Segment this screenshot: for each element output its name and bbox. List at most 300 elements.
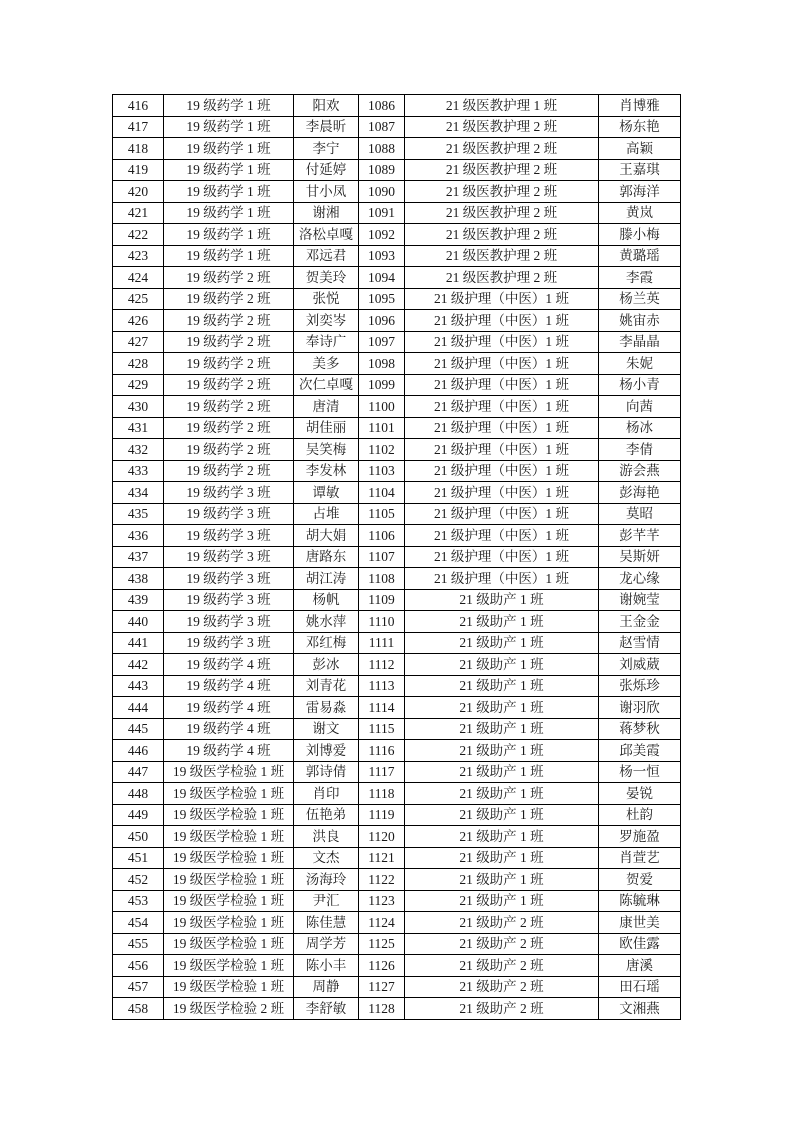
left-name-cell: 洪良 <box>294 826 359 848</box>
right-seq-cell: 1091 <box>359 202 405 224</box>
left-class-cell: 19 级药学 3 班 <box>164 482 294 504</box>
right-seq-cell: 1095 <box>359 288 405 310</box>
right-name-cell: 龙心缘 <box>599 568 681 590</box>
right-class-cell: 21 级助产 1 班 <box>405 740 599 762</box>
right-seq-cell: 1099 <box>359 374 405 396</box>
right-class-cell: 21 级助产 2 班 <box>405 998 599 1020</box>
right-class-cell: 21 级护理（中医）1 班 <box>405 503 599 525</box>
left-class-cell: 19 级药学 1 班 <box>164 202 294 224</box>
table-row <box>113 740 681 762</box>
right-seq-cell: 1113 <box>359 675 405 697</box>
left-class-cell: 19 级医学检验 1 班 <box>164 783 294 805</box>
left-seq-cell: 433 <box>113 460 164 482</box>
table-row <box>113 460 681 482</box>
right-name-cell: 肖萱艺 <box>599 847 681 869</box>
right-name-cell: 向茜 <box>599 396 681 418</box>
left-class-cell: 19 级药学 2 班 <box>164 460 294 482</box>
right-class-cell: 21 级助产 1 班 <box>405 611 599 633</box>
table-row <box>113 761 681 783</box>
right-seq-cell: 1098 <box>359 353 405 375</box>
right-name-cell: 姚宙赤 <box>599 310 681 332</box>
right-name-cell: 张烁珍 <box>599 675 681 697</box>
right-seq-cell: 1094 <box>359 267 405 289</box>
right-name-cell: 杜韵 <box>599 804 681 826</box>
left-seq-cell: 427 <box>113 331 164 353</box>
left-name-cell: 胡佳丽 <box>294 417 359 439</box>
right-class-cell: 21 级护理（中医）1 班 <box>405 460 599 482</box>
left-name-cell: 汤海玲 <box>294 869 359 891</box>
right-class-cell: 21 级助产 1 班 <box>405 783 599 805</box>
left-seq-cell: 454 <box>113 912 164 934</box>
left-name-cell: 杨帆 <box>294 589 359 611</box>
table-row <box>113 116 681 138</box>
right-seq-cell: 1096 <box>359 310 405 332</box>
left-name-cell: 谭敏 <box>294 482 359 504</box>
right-name-cell: 滕小梅 <box>599 224 681 246</box>
table-row <box>113 202 681 224</box>
right-class-cell: 21 级护理（中医）1 班 <box>405 310 599 332</box>
left-seq-cell: 446 <box>113 740 164 762</box>
left-name-cell: 雷易淼 <box>294 697 359 719</box>
right-name-cell: 田石瑶 <box>599 976 681 998</box>
left-class-cell: 19 级医学检验 1 班 <box>164 847 294 869</box>
right-seq-cell: 1106 <box>359 525 405 547</box>
right-name-cell: 刘威葳 <box>599 654 681 676</box>
left-class-cell: 19 级药学 1 班 <box>164 245 294 267</box>
left-name-cell: 吴笑梅 <box>294 439 359 461</box>
left-class-cell: 19 级药学 1 班 <box>164 224 294 246</box>
right-name-cell: 莫昭 <box>599 503 681 525</box>
right-name-cell: 邱美霞 <box>599 740 681 762</box>
right-seq-cell: 1114 <box>359 697 405 719</box>
right-name-cell: 王嘉琪 <box>599 159 681 181</box>
right-class-cell: 21 级医教护理 2 班 <box>405 181 599 203</box>
left-seq-cell: 457 <box>113 976 164 998</box>
right-name-cell: 欧佳露 <box>599 933 681 955</box>
right-class-cell: 21 级护理（中医）1 班 <box>405 331 599 353</box>
right-name-cell: 李倩 <box>599 439 681 461</box>
table-row <box>113 976 681 998</box>
left-class-cell: 19 级药学 4 班 <box>164 697 294 719</box>
table-row <box>113 525 681 547</box>
right-seq-cell: 1124 <box>359 912 405 934</box>
left-seq-cell: 448 <box>113 783 164 805</box>
right-name-cell: 高颖 <box>599 138 681 160</box>
right-name-cell: 朱妮 <box>599 353 681 375</box>
roster-body <box>113 95 681 1020</box>
right-name-cell: 肖博雅 <box>599 95 681 117</box>
left-name-cell: 唐路东 <box>294 546 359 568</box>
right-seq-cell: 1126 <box>359 955 405 977</box>
right-seq-cell: 1103 <box>359 460 405 482</box>
right-class-cell: 21 级助产 1 班 <box>405 890 599 912</box>
left-name-cell: 奉诗广 <box>294 331 359 353</box>
table-row <box>113 159 681 181</box>
table-row <box>113 353 681 375</box>
table-row <box>113 933 681 955</box>
left-name-cell: 贺美玲 <box>294 267 359 289</box>
right-class-cell: 21 级护理（中医）1 班 <box>405 417 599 439</box>
right-name-cell: 罗施盈 <box>599 826 681 848</box>
left-class-cell: 19 级医学检验 1 班 <box>164 955 294 977</box>
left-name-cell: 刘青花 <box>294 675 359 697</box>
right-seq-cell: 1110 <box>359 611 405 633</box>
table-row <box>113 826 681 848</box>
right-class-cell: 21 级助产 2 班 <box>405 976 599 998</box>
left-seq-cell: 423 <box>113 245 164 267</box>
left-class-cell: 19 级医学检验 1 班 <box>164 933 294 955</box>
left-seq-cell: 443 <box>113 675 164 697</box>
right-seq-cell: 1093 <box>359 245 405 267</box>
right-name-cell: 蒋梦秋 <box>599 718 681 740</box>
left-seq-cell: 439 <box>113 589 164 611</box>
right-seq-cell: 1089 <box>359 159 405 181</box>
right-seq-cell: 1127 <box>359 976 405 998</box>
left-name-cell: 彭冰 <box>294 654 359 676</box>
right-name-cell: 游会燕 <box>599 460 681 482</box>
right-name-cell: 康世美 <box>599 912 681 934</box>
left-name-cell: 李舒敏 <box>294 998 359 1020</box>
right-seq-cell: 1117 <box>359 761 405 783</box>
left-class-cell: 19 级医学检验 1 班 <box>164 826 294 848</box>
left-class-cell: 19 级医学检验 1 班 <box>164 804 294 826</box>
right-seq-cell: 1105 <box>359 503 405 525</box>
left-class-cell: 19 级药学 4 班 <box>164 654 294 676</box>
left-name-cell: 唐清 <box>294 396 359 418</box>
left-class-cell: 19 级药学 1 班 <box>164 159 294 181</box>
left-name-cell: 甘小凤 <box>294 181 359 203</box>
left-seq-cell: 444 <box>113 697 164 719</box>
right-seq-cell: 1088 <box>359 138 405 160</box>
left-seq-cell: 458 <box>113 998 164 1020</box>
left-class-cell: 19 级医学检验 1 班 <box>164 761 294 783</box>
left-name-cell: 刘奕岑 <box>294 310 359 332</box>
right-class-cell: 21 级助产 1 班 <box>405 826 599 848</box>
left-seq-cell: 449 <box>113 804 164 826</box>
right-name-cell: 杨一恒 <box>599 761 681 783</box>
left-class-cell: 19 级药学 4 班 <box>164 740 294 762</box>
left-seq-cell: 421 <box>113 202 164 224</box>
left-class-cell: 19 级医学检验 1 班 <box>164 869 294 891</box>
right-name-cell: 赵雪情 <box>599 632 681 654</box>
right-class-cell: 21 级护理（中医）1 班 <box>405 353 599 375</box>
right-class-cell: 21 级护理（中医）1 班 <box>405 396 599 418</box>
left-seq-cell: 431 <box>113 417 164 439</box>
left-seq-cell: 418 <box>113 138 164 160</box>
left-seq-cell: 420 <box>113 181 164 203</box>
left-name-cell: 占堆 <box>294 503 359 525</box>
left-name-cell: 次仁卓嘎 <box>294 374 359 396</box>
right-class-cell: 21 级助产 1 班 <box>405 654 599 676</box>
left-class-cell: 19 级医学检验 1 班 <box>164 890 294 912</box>
table-row <box>113 783 681 805</box>
left-name-cell: 文杰 <box>294 847 359 869</box>
right-seq-cell: 1090 <box>359 181 405 203</box>
left-seq-cell: 442 <box>113 654 164 676</box>
right-name-cell: 黄璐瑶 <box>599 245 681 267</box>
right-class-cell: 21 级助产 1 班 <box>405 675 599 697</box>
left-seq-cell: 435 <box>113 503 164 525</box>
right-name-cell: 彭海艳 <box>599 482 681 504</box>
right-class-cell: 21 级助产 1 班 <box>405 761 599 783</box>
right-seq-cell: 1128 <box>359 998 405 1020</box>
right-name-cell: 彭芊芊 <box>599 525 681 547</box>
right-name-cell: 杨东艳 <box>599 116 681 138</box>
left-seq-cell: 456 <box>113 955 164 977</box>
left-class-cell: 19 级药学 2 班 <box>164 331 294 353</box>
right-seq-cell: 1121 <box>359 847 405 869</box>
table-row <box>113 138 681 160</box>
table-row <box>113 589 681 611</box>
table-row <box>113 95 681 117</box>
right-class-cell: 21 级助产 1 班 <box>405 718 599 740</box>
right-class-cell: 21 级医教护理 2 班 <box>405 116 599 138</box>
left-name-cell: 谢湘 <box>294 202 359 224</box>
right-seq-cell: 1101 <box>359 417 405 439</box>
right-class-cell: 21 级医教护理 2 班 <box>405 245 599 267</box>
left-name-cell: 陈佳慧 <box>294 912 359 934</box>
table-row <box>113 697 681 719</box>
right-name-cell: 文湘燕 <box>599 998 681 1020</box>
left-seq-cell: 447 <box>113 761 164 783</box>
left-seq-cell: 453 <box>113 890 164 912</box>
left-class-cell: 19 级医学检验 1 班 <box>164 976 294 998</box>
right-seq-cell: 1122 <box>359 869 405 891</box>
table-row <box>113 568 681 590</box>
left-seq-cell: 440 <box>113 611 164 633</box>
right-class-cell: 21 级助产 2 班 <box>405 933 599 955</box>
left-seq-cell: 419 <box>113 159 164 181</box>
table-row <box>113 482 681 504</box>
right-seq-cell: 1115 <box>359 718 405 740</box>
table-row <box>113 503 681 525</box>
left-name-cell: 张悦 <box>294 288 359 310</box>
left-seq-cell: 432 <box>113 439 164 461</box>
table-row <box>113 396 681 418</box>
left-name-cell: 谢文 <box>294 718 359 740</box>
table-row <box>113 998 681 1020</box>
right-seq-cell: 1120 <box>359 826 405 848</box>
right-name-cell: 贺爱 <box>599 869 681 891</box>
left-seq-cell: 451 <box>113 847 164 869</box>
right-name-cell: 陈毓琳 <box>599 890 681 912</box>
left-name-cell: 胡大娟 <box>294 525 359 547</box>
left-seq-cell: 436 <box>113 525 164 547</box>
left-name-cell: 周学芳 <box>294 933 359 955</box>
left-seq-cell: 428 <box>113 353 164 375</box>
left-class-cell: 19 级药学 4 班 <box>164 675 294 697</box>
table-row <box>113 869 681 891</box>
right-class-cell: 21 级助产 1 班 <box>405 847 599 869</box>
left-seq-cell: 437 <box>113 546 164 568</box>
left-class-cell: 19 级药学 1 班 <box>164 138 294 160</box>
left-class-cell: 19 级药学 2 班 <box>164 374 294 396</box>
table-row <box>113 611 681 633</box>
left-name-cell: 李宁 <box>294 138 359 160</box>
left-class-cell: 19 级药学 1 班 <box>164 116 294 138</box>
right-seq-cell: 1092 <box>359 224 405 246</box>
right-seq-cell: 1119 <box>359 804 405 826</box>
right-class-cell: 21 级医教护理 2 班 <box>405 138 599 160</box>
left-name-cell: 姚水萍 <box>294 611 359 633</box>
right-name-cell: 王金金 <box>599 611 681 633</box>
left-name-cell: 肖印 <box>294 783 359 805</box>
left-class-cell: 19 级药学 3 班 <box>164 589 294 611</box>
left-class-cell: 19 级药学 3 班 <box>164 503 294 525</box>
right-name-cell: 唐溪 <box>599 955 681 977</box>
table-row <box>113 675 681 697</box>
left-name-cell: 李晨昕 <box>294 116 359 138</box>
right-name-cell: 谢婉莹 <box>599 589 681 611</box>
right-class-cell: 21 级护理（中医）1 班 <box>405 546 599 568</box>
left-seq-cell: 416 <box>113 95 164 117</box>
left-class-cell: 19 级药学 3 班 <box>164 611 294 633</box>
table-row <box>113 718 681 740</box>
right-seq-cell: 1104 <box>359 482 405 504</box>
right-seq-cell: 1107 <box>359 546 405 568</box>
right-class-cell: 21 级护理（中医）1 班 <box>405 288 599 310</box>
right-class-cell: 21 级助产 1 班 <box>405 869 599 891</box>
table-row <box>113 417 681 439</box>
left-class-cell: 19 级药学 2 班 <box>164 288 294 310</box>
left-name-cell: 胡江涛 <box>294 568 359 590</box>
left-name-cell: 伍艳弟 <box>294 804 359 826</box>
left-seq-cell: 426 <box>113 310 164 332</box>
left-seq-cell: 445 <box>113 718 164 740</box>
table-row <box>113 654 681 676</box>
left-class-cell: 19 级药学 3 班 <box>164 568 294 590</box>
right-class-cell: 21 级助产 1 班 <box>405 804 599 826</box>
table-row <box>113 912 681 934</box>
left-name-cell: 周静 <box>294 976 359 998</box>
left-class-cell: 19 级药学 2 班 <box>164 267 294 289</box>
left-seq-cell: 455 <box>113 933 164 955</box>
left-name-cell: 美多 <box>294 353 359 375</box>
left-name-cell: 洛松卓嘎 <box>294 224 359 246</box>
table-row <box>113 847 681 869</box>
table-row <box>113 288 681 310</box>
table-row <box>113 632 681 654</box>
left-seq-cell: 422 <box>113 224 164 246</box>
left-seq-cell: 425 <box>113 288 164 310</box>
left-name-cell: 李发林 <box>294 460 359 482</box>
right-seq-cell: 1086 <box>359 95 405 117</box>
table-row <box>113 439 681 461</box>
left-seq-cell: 417 <box>113 116 164 138</box>
left-seq-cell: 430 <box>113 396 164 418</box>
right-seq-cell: 1087 <box>359 116 405 138</box>
left-name-cell: 郭诗倩 <box>294 761 359 783</box>
table-row <box>113 310 681 332</box>
right-name-cell: 李霞 <box>599 267 681 289</box>
right-seq-cell: 1097 <box>359 331 405 353</box>
right-class-cell: 21 级护理（中医）1 班 <box>405 482 599 504</box>
right-seq-cell: 1109 <box>359 589 405 611</box>
table-row <box>113 955 681 977</box>
left-seq-cell: 441 <box>113 632 164 654</box>
right-class-cell: 21 级护理（中医）1 班 <box>405 439 599 461</box>
right-class-cell: 21 级护理（中医）1 班 <box>405 374 599 396</box>
right-class-cell: 21 级医教护理 2 班 <box>405 224 599 246</box>
left-name-cell: 邓远君 <box>294 245 359 267</box>
right-class-cell: 21 级护理（中医）1 班 <box>405 525 599 547</box>
left-name-cell: 阳欢 <box>294 95 359 117</box>
left-class-cell: 19 级药学 3 班 <box>164 632 294 654</box>
left-seq-cell: 452 <box>113 869 164 891</box>
right-seq-cell: 1111 <box>359 632 405 654</box>
right-class-cell: 21 级助产 2 班 <box>405 955 599 977</box>
right-name-cell: 吴斯妍 <box>599 546 681 568</box>
table-row <box>113 804 681 826</box>
left-seq-cell: 429 <box>113 374 164 396</box>
left-class-cell: 19 级药学 2 班 <box>164 353 294 375</box>
right-class-cell: 21 级助产 1 班 <box>405 697 599 719</box>
right-name-cell: 杨兰英 <box>599 288 681 310</box>
right-name-cell: 杨冰 <box>599 417 681 439</box>
right-seq-cell: 1108 <box>359 568 405 590</box>
left-class-cell: 19 级药学 3 班 <box>164 546 294 568</box>
left-name-cell: 陈小丰 <box>294 955 359 977</box>
table-row <box>113 331 681 353</box>
right-class-cell: 21 级医教护理 1 班 <box>405 95 599 117</box>
right-name-cell: 李晶晶 <box>599 331 681 353</box>
table-row <box>113 245 681 267</box>
left-class-cell: 19 级药学 2 班 <box>164 396 294 418</box>
table-row <box>113 374 681 396</box>
roster-table <box>112 94 681 1020</box>
left-seq-cell: 434 <box>113 482 164 504</box>
right-name-cell: 黄岚 <box>599 202 681 224</box>
right-name-cell: 谢羽欣 <box>599 697 681 719</box>
right-name-cell: 晏锐 <box>599 783 681 805</box>
left-name-cell: 邓红梅 <box>294 632 359 654</box>
left-seq-cell: 438 <box>113 568 164 590</box>
left-class-cell: 19 级药学 1 班 <box>164 181 294 203</box>
table-row <box>113 546 681 568</box>
right-name-cell: 杨小青 <box>599 374 681 396</box>
left-class-cell: 19 级药学 3 班 <box>164 525 294 547</box>
right-seq-cell: 1112 <box>359 654 405 676</box>
left-class-cell: 19 级药学 2 班 <box>164 310 294 332</box>
right-seq-cell: 1100 <box>359 396 405 418</box>
left-name-cell: 尹汇 <box>294 890 359 912</box>
left-seq-cell: 424 <box>113 267 164 289</box>
left-name-cell: 付延婷 <box>294 159 359 181</box>
right-seq-cell: 1123 <box>359 890 405 912</box>
table-row <box>113 890 681 912</box>
right-class-cell: 21 级助产 2 班 <box>405 912 599 934</box>
right-class-cell: 21 级助产 1 班 <box>405 632 599 654</box>
right-name-cell: 郭海洋 <box>599 181 681 203</box>
left-class-cell: 19 级医学检验 1 班 <box>164 912 294 934</box>
right-seq-cell: 1116 <box>359 740 405 762</box>
table-row <box>113 267 681 289</box>
right-seq-cell: 1102 <box>359 439 405 461</box>
right-seq-cell: 1118 <box>359 783 405 805</box>
right-class-cell: 21 级医教护理 2 班 <box>405 159 599 181</box>
left-name-cell: 刘博爱 <box>294 740 359 762</box>
left-seq-cell: 450 <box>113 826 164 848</box>
left-class-cell: 19 级医学检验 2 班 <box>164 998 294 1020</box>
table-row <box>113 181 681 203</box>
left-class-cell: 19 级药学 4 班 <box>164 718 294 740</box>
table-row <box>113 224 681 246</box>
right-class-cell: 21 级助产 1 班 <box>405 589 599 611</box>
right-class-cell: 21 级护理（中医）1 班 <box>405 568 599 590</box>
right-class-cell: 21 级医教护理 2 班 <box>405 202 599 224</box>
right-class-cell: 21 级医教护理 2 班 <box>405 267 599 289</box>
left-class-cell: 19 级药学 2 班 <box>164 439 294 461</box>
